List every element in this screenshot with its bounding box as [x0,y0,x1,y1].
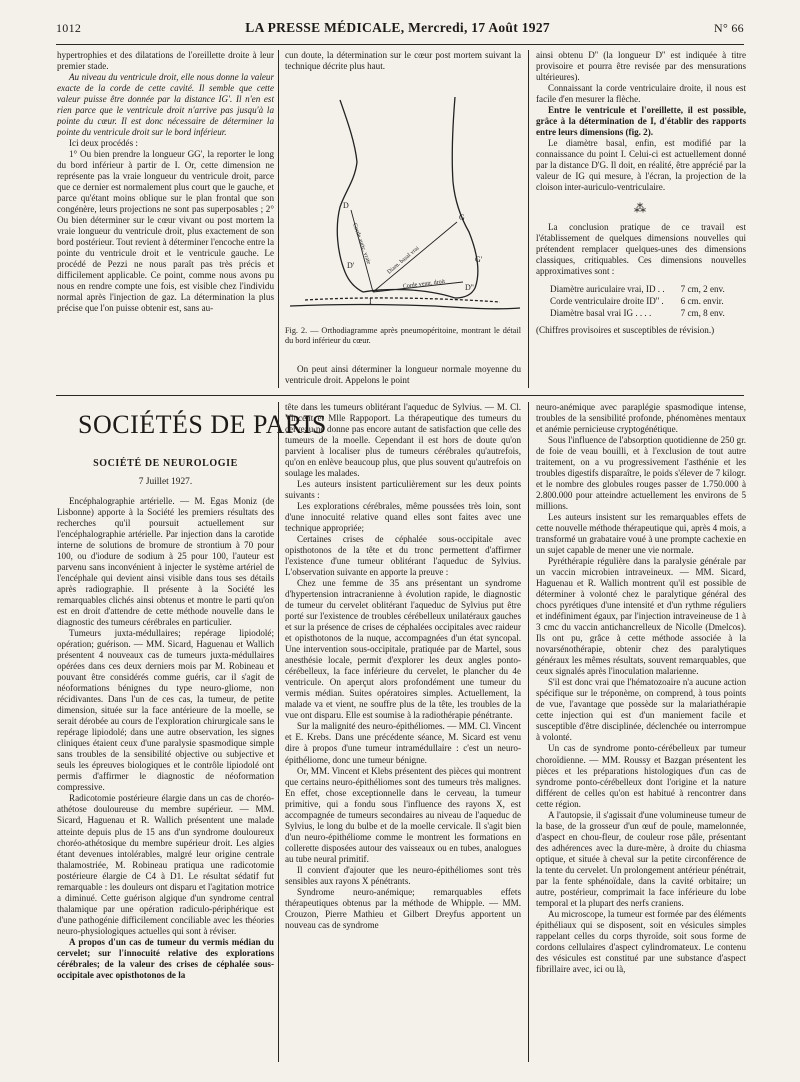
top-column-1 [57,50,274,314]
label-D-double-prime: D'' [465,283,474,292]
label-corde-auric: Corde auric. vraie [351,222,372,266]
paragraph: Sous l'influence de l'absorption quotidienne de 250 gr. de foie de veau bouilli, et à l'exclusion de tout autre traitement, on a vu progressivement l'asthénie et les troubles digestifs disparaître, le poids s'élever de 7 kilogr. et le nombre des globules rouges passer de 1.750.000 à 2.800.000 pour atteindre actuellement les environs de 5 millions. [536,435,746,512]
paragraph: Radicotomie postérieure élargie dans un cas de choréo-athétose douloureuse du membre supérieur. — MM. Sicard, Haguenau et R. Wallich présentent une malade atteinte depuis plus de 15 ans d'un syndrome douloureux choréo-athétosique du membre supérieur droit. Les algies étant devenues intolérables, malgré leur origine centrale thalamostriée, M. Robineau pratiqua une radicotomie postérieure élargie de C4 à D1. Le résultat sédatif fut remarquable : les douleurs ont disparu et l'agitation motrice a diminué. Cette guérison algique d'un syndrome central thalamique par une opération radiculo-périphérique est d'une pathogénie difficilement conciliable avec les théories neuro-physiologiques actuelles qui sont à réviser. [57,793,274,936]
paragraph: Au microscope, la tumeur est formée par des éléments épithéliaux qui se disposent, soit en vésicules simples rappelant celles du corps thyroïde, soit sous forme de cordons cellulaires d'aspect cylindromateux. Le contenu des vésicules est constitué par une substance d'aspect fibrillaire avec, ici ou là, [536,908,746,974]
top-column-3 [536,50,746,336]
orthodiagram-figure [285,92,523,318]
column-rule [278,402,279,1062]
paragraph: Or, MM. Vincent et Klebs présentent des pièces qui montrent que certains neuro-épithéliomes sont des tumeurs très malignes. En effet, chose exceptionnelle dans le cerveau, la tumeur primitive, qui a fondu sous l'influence des rayons X, est accompagnée de tumeurs secondaires au niveau de l'aqueduc de Sylvius, le long du bulbe et de la moelle cervicale. Il s'agit bien d'un neuro-épithéliome comme le montrent les formations en collerette disposées autour des vaisseaux ou en tubes, analogues au tube neural primitif. [285,765,521,864]
table-row [550,283,746,295]
paragraph: Les auteurs insistent sur les remarquables effets de cette nouvelle méthode thérapeutique qui, après 4 mois, a transformé un grabataire voué à une prompte cachexie en un sujet capable de mener une vie normale. [536,512,746,556]
dimension-value: 7 cm, 2 env. [680,284,725,295]
label-G-prime: G' [475,255,483,264]
label-G: G [459,213,465,222]
paragraph: Le diamètre basal, enfin, est modifié par la connaissance du point I. Celui-ci est actuellement donné par la distance D'G. Il doit, en réalité, être apprécié par la valeur de IG qui mesure, à l'écran, la projection de la cloison inter-auriculo-ventriculaire. [536,138,746,193]
paragraph: Au niveau du ventricule droit, elle nous donne la valeur exacte de la corde de cette cavité. Il semble que cette valeur puisse être donnée par la distance IG'. Il n'en est rien parce que le ventricule droit n'arrive pas jusqu'à la pointe du cœur. Il est donc nécessaire de déterminer la pointe du ventricule droit sur le bord inférieur. [57,72,274,138]
paragraph: A propos d'un cas de tumeur du vermis médian du cervelet; sur l'innocuité relative des explorations cérébrales; de la valeur des crises de céphalée sous-occipitale avec opisthotonos de la [57,936,274,980]
paragraph: ainsi obtenu D'' (la longueur D'' est indiquée à titre provisoire et pourra être revisée par des mensurations ultérieures). [536,50,746,83]
paragraph: hypertrophies et des dilatations de l'oreillette droite à leur premier stade. [57,50,274,72]
page-header [56,20,744,42]
label-I: I [369,297,372,306]
paragraph: Il convient d'ajouter que les neuro-épithéliomes sont très sensibles aux rayons X pénétrants. [285,864,521,886]
dimensions-table [550,283,746,319]
dimension-value: 6 cm. envir. [680,296,724,307]
figure-caption: Fig. 2. — Orthodiagramme après pneumopéritoine, montrant le détail du bord inférieur du cœur. [285,326,521,345]
paragraph: (Chiffres provisoires et susceptibles de révision.) [536,325,715,336]
paragraph: Un cas de syndrome ponto-cérébelleux par tumeur choroïdienne. — MM. Roussy et Bazgan présentent les pièces et les préparations histologiques d'un cas de syndrome ponto-cérébelleux dont l'origine et la nature différent de celles qu'on est habitué à rencontrer dans cette région. [536,743,746,809]
paragraph: 1° Ou bien prendre la longueur GG', la reporter le long du bord inférieur à partir de I. Or, cette dimension ne représente pas la vraie longueur du ventricule droit, parce que ce dernier est normalement plus court que le gauche, et parce qu'étant moins oblique sur le plan frontal que son congénère, leurs projections ne sont pas superposables ; 2° Ou bien déterminer sur le cœur vivant ou post mortem la vraie longueur du ventricule droit, plus exactement de son bord postérieur. Tout revient à déterminer l'encoche entre la pointe du ventricule droit et le ventricule gauche. Le procédé de Pezzi ne nous paraît pas très précis et difficilement applicable. Ce point, comme nous avons pu nous en rendre compte une fois, est visible chez l'individu normal après l'injection de gaz. La détermination la plus précise que l'on puisse obtenir est, sans au- [57,149,274,314]
column-rule [528,402,529,1062]
header-rule [56,44,744,45]
paragraph: A l'autopsie, il s'agissait d'une volumineuse tumeur de la base, de la grosseur d'un œuf de poule, mamelonnée, d'aspect en chou-fleur, de couleur rose pâle, présentant des adhérences avec la dure-mère, à droite du chiasma optique, et située à cheval sur la petite circonférence de la tente du cervelet. Un prolongement antérieur pénétrait, par la fente sphénoïdale, dans la cavité orbitaire; un autre, postérieur, comprimait la face inférieure du lobe temporal et la plupart des nerfs craniens. [536,809,746,908]
top-column-2 [285,50,521,72]
paragraph: Les auteurs insistent particulièrement sur les deux points suivants : [285,479,521,501]
label-D-prime: D' [347,261,355,270]
paragraph: Encéphalographie artérielle. — M. Egas Moniz (de Lisbonne) apporte à la Société les premiers résultats des recherches qu'il poursuit actuellement sur l'encéphalographie artérielle. Par injection dans la carotide interne de solutions de bromure de strontium à 70 pour 100, ou d'iodure de sodium à 25 pour 100, l'auteur est parvenu sans inconvénient à injecter le système artériel de l'encéphale qui devient ainsi visible dans tous ses détails après radiographie. Il présente à la Société les remarquables clichés ainsi obtenus et montre le parti qu'on est en droit d'attendre de cette méthode nouvelle dans le diagnostic des tumeurs cérébrales en particulier. [57,496,274,628]
paragraph: Chez une femme de 35 ans présentant un syndrome d'hypertension intracranienne à évolution rapide, le diagnostic de tumeur du cervelet oblitérant l'aqueduc de Sylvius put être porté sur l'existence de troubles cérébelleux unilatéraux gauches et sur la présence de crises de céphalées occipitales avec raideur et opisthotonos de la nuque, accompagnées d'un état syncopal. Une intervention sous-occipitale, pratiquée par de Martel, sous anesthésie locale, permit d'explorer les deux angles ponto-cérébelleux, la face inférieure du cervelet, le plancher du 4e ventricule. On aperçut alors profondément une tumeur du vermis médian. Suites opératoires simples. Actuellement, la malade va et vient, ne souffre plus de la tête, les troubles de la vue ont disparu. Elle est soumise à la radiothérapie pénétrante. [285,578,521,721]
paragraph: Ici deux procédés : [69,138,138,149]
paragraph: Syndrome neuro-anémique; remarquables effets thérapeutiques obtenus par la méthode de Whipple. — MM. Crouzon, Pierre Mathieu et Gilbert Dreyfus apportent un nouveau cas de syndrome [285,886,521,930]
heart-diagram [285,92,523,318]
publication-title: LA PRESSE MÉDICALE, Mercredi, 17 Août 1927 [245,20,550,35]
paragraph: La conclusion pratique de ce travail est l'établissement de quelques dimensions nouvelles qui prétendent remplacer quelques-unes des dimensions classiques, critiquables. Ces dimensions nouvelles approximatives sont : [536,222,746,277]
dimension-label: Diamètre basal vrai IG . . . . [550,308,652,319]
column-rule [528,50,529,388]
column-rule [278,50,279,388]
dimension-label: Corde ventriculaire droite ID'' . [550,296,664,307]
section-title: SOCIÉTÉS DE PARIS [78,410,327,439]
page-number: 1012 [56,21,82,35]
societes-column-3 [536,402,746,975]
paragraph: Les explorations cérébrales, même poussées très loin, sont d'une innocuité relative quand elles sont faites avec une technique appropriée; [285,501,521,534]
paragraph: On peut ainsi déterminer la longueur normale moyenne du ventricule droit. Appelons le point [285,364,521,386]
top-column-2-after [285,364,521,386]
paragraph: Pyréthérapie régulière dans la paralysie générale par un vaccin microbien intraveineux. — MM. Sicard, Haguenau et R. Wallich montrent qu'il est possible de déterminer à volonté chez le paralytique général des chocs pyrétiques d'une intensité et d'un rythme réguliers et indéfiniment égaux, par l'injection intraveineuse de 1 à 3 cmc du vaccin antichancrelleux de Nicolle (Dmelcos). Ils ont pu, grâce à cette méthode associée à la novarsénothérapie, obtenir chez des paralytiques généraux les mêmes résultats, souvent remarquables, que ceux signalés après l'inoculation malarienne. [536,556,746,677]
society-title: SOCIÉTÉ DE NEUROLOGIE [93,458,238,469]
paragraph: Sur la malignité des neuro-épithéliomes. — MM. Cl. Vincent et E. Krebs. Dans une précédente séance, M. Sicard est venu dire à propos d'une tumeur intramédullaire : c'est un neuro-épithéliome, donc une tumeur bénigne. [285,721,521,765]
label-corde-ventr: Corde ventr. droit [402,278,446,290]
paragraph: tête dans les tumeurs oblitérant l'aqueduc de Sylvius. — M. Cl. Vincent et Mlle Rappoport. La thérapeutique des tumeurs du cerveau ne donne pas encore autant de satisfaction que celle des tumeurs de la moelle. Cependant il est hors de doute qu'on parvient à localiser plus de tumeurs cérébrales qu'autrefois, qu'on en enlève beaucoup plus, que plus souvent qu'autrefois on soulage les malades. [285,402,521,479]
diaphragm-line [305,298,500,302]
lower-contour [290,305,520,309]
societes-column-2 [285,402,521,931]
section-separator: ⁂ [634,201,648,216]
left-heart-border [452,97,478,298]
dimension-value: 7 cm, 8 env. [680,308,725,319]
paragraph: Entre le ventricule et l'oreillette, il est possible, grâce à la détermination de I, d'établir des rapports entre leurs dimensions (fig. 2). [536,105,746,138]
paragraph: Certaines crises de céphalée sous-occipitale avec opisthotonos de la tête et du tronc permettent d'affirmer l'existence d'une tumeur oblitérant l'aqueduc de Sylvius. L'observation suivante en apporte la preuve : [285,534,521,578]
label-D: D [343,201,349,210]
label-diam-basal: Diam. basal vrai [386,245,421,276]
paragraph: Tumeurs juxta-médullaires; repérage lipiodolé; opération; guérison. — MM. Sicard, Haguenau et Wallich présentent 4 nouveaux cas de tumeurs juxta-médullaires opérées dans ces deux derniers mois par M. Robineau et pouvant être considérés comme guéris, car il s'agit de néoformations bénignes du type neuro-gliome, non récidivantes. Dans l'un de ces cas, la tumeur, de petite dimension, située sur la face antérieure de la moelle, se serait dérobée au cours de l'exploration chirurgicale sans le repérage lipiodolé; dans une autre observation, les signes cliniques étaient ceux d'une paralysie spasmodique simple sans troubles de la sensibilité objective ou subjective et seuls les épreuves biologiques et le contrôle lipiodolé ont permis d'affirmer le diagnostic de néoformation compressive. [57,628,274,793]
table-row [550,295,746,307]
paragraph: Connaissant la corde ventriculaire droite, il nous est facile d'en mesurer la flèche. [536,83,746,105]
session-date: 7 Juillet 1927. [138,477,193,488]
societes-column-1 [57,446,274,981]
paragraph: neuro-anémique avec paraplégie spasmodique intense, troubles de la sensibilité profonde, phénomènes mentaux et anémie pernicieuse cryptogénétique. [536,402,746,435]
paragraph: S'il est donc vrai que l'hématozoaire n'a aucune action spécifique sur le tréponème, on comprend, à tous points de vue, l'avantage que possède sur la malariathérapie cette injection qui est d'un maniement facile et susceptible d'être disciplinée, déclenchée ou interrompue à volonté. [536,677,746,743]
section-rule [56,395,744,396]
paragraph: cun doute, la détermination sur le cœur post mortem suivant la technique décrite plus haut. [285,50,521,72]
inferior-border [363,290,455,298]
issue-number: N° 66 [714,21,744,35]
table-row [550,307,746,319]
dimension-label: Diamètre auriculaire vrai, ID . . [550,284,665,295]
